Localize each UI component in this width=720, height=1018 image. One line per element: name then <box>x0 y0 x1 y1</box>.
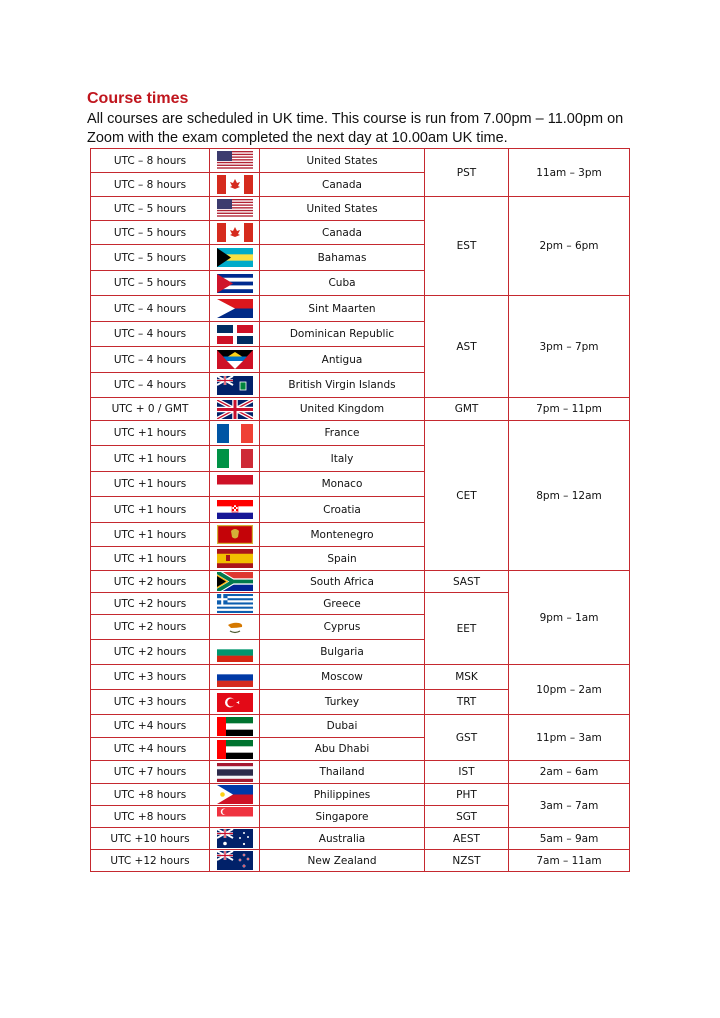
section-heading: Course times <box>87 90 189 107</box>
australia-flag-icon <box>217 829 253 848</box>
flag-cell <box>210 221 260 245</box>
russia-flag-icon <box>217 668 253 687</box>
local-course-time-cell: 8pm – 12am <box>509 421 630 571</box>
turkey-flag-icon <box>217 693 253 712</box>
table-row <box>91 784 630 806</box>
utc-offset-cell: UTC +1 hours <box>91 421 210 446</box>
sint-maarten-flag-icon <box>217 299 253 318</box>
country-cell: Spain <box>260 547 425 571</box>
table-row <box>91 715 630 738</box>
utc-offset-cell: UTC +3 hours <box>91 690 210 715</box>
timezone-cell: EET <box>425 593 509 665</box>
uk-flag-icon <box>217 400 253 419</box>
country-cell: Cuba <box>260 271 425 296</box>
bahamas-flag-icon <box>217 248 253 267</box>
local-course-time-cell: 10pm – 2am <box>509 665 630 715</box>
country-cell: British Virgin Islands <box>260 373 425 398</box>
utc-offset-cell: UTC +2 hours <box>91 615 210 640</box>
country-cell: United Kingdom <box>260 398 425 421</box>
local-course-time-cell: 9pm – 1am <box>509 571 630 665</box>
philippines-flag-icon <box>217 785 253 804</box>
utc-offset-cell: UTC – 8 hours <box>91 149 210 173</box>
table-row <box>91 571 630 593</box>
antigua-flag-icon <box>217 350 253 369</box>
country-cell: Australia <box>260 828 425 850</box>
country-cell: Canada <box>260 173 425 197</box>
greece-flag-icon <box>217 594 253 613</box>
timezone-cell: TRT <box>425 690 509 715</box>
country-cell: Sint Maarten <box>260 296 425 322</box>
spain-flag-icon <box>217 549 253 568</box>
flag-cell <box>210 173 260 197</box>
flag-cell <box>210 615 260 640</box>
flag-cell <box>210 149 260 173</box>
flag-cell <box>210 245 260 271</box>
timezone-cell: NZST <box>425 850 509 872</box>
flag-cell <box>210 806 260 828</box>
utc-offset-cell: UTC +2 hours <box>91 640 210 665</box>
table-row <box>91 197 630 221</box>
table-row <box>91 421 630 446</box>
us-flag-icon <box>217 199 253 218</box>
country-cell: Greece <box>260 593 425 615</box>
utc-offset-cell: UTC +12 hours <box>91 850 210 872</box>
country-cell: Thailand <box>260 761 425 784</box>
bulgaria-flag-icon <box>217 643 253 662</box>
local-course-time-cell: 2pm – 6pm <box>509 197 630 296</box>
south-africa-flag-icon <box>217 572 253 591</box>
canada-flag-icon <box>217 175 253 194</box>
local-course-time-cell: 11am – 3pm <box>509 149 630 197</box>
timezone-cell: SAST <box>425 571 509 593</box>
table-row <box>91 398 630 421</box>
local-course-time-cell: 5am – 9am <box>509 828 630 850</box>
country-cell: Abu Dhabi <box>260 738 425 761</box>
utc-offset-cell: UTC +2 hours <box>91 593 210 615</box>
country-cell: Cyprus <box>260 615 425 640</box>
flag-cell <box>210 197 260 221</box>
country-cell: Philippines <box>260 784 425 806</box>
timezone-cell: PST <box>425 149 509 197</box>
flag-cell <box>210 398 260 421</box>
utc-offset-cell: UTC – 4 hours <box>91 322 210 347</box>
utc-offset-cell: UTC +3 hours <box>91 665 210 690</box>
table-row <box>91 828 630 850</box>
timezone-cell: GMT <box>425 398 509 421</box>
bvi-flag-icon <box>217 376 253 395</box>
local-course-time-cell: 7am – 11am <box>509 850 630 872</box>
country-cell: South Africa <box>260 571 425 593</box>
singapore-flag-icon <box>217 807 253 826</box>
utc-offset-cell: UTC +10 hours <box>91 828 210 850</box>
utc-offset-cell: UTC +1 hours <box>91 523 210 547</box>
country-cell: Dubai <box>260 715 425 738</box>
flag-cell <box>210 547 260 571</box>
country-cell: Bulgaria <box>260 640 425 665</box>
utc-offset-cell: UTC – 5 hours <box>91 197 210 221</box>
montenegro-flag-icon <box>217 525 253 544</box>
local-course-time-cell: 7pm – 11pm <box>509 398 630 421</box>
thailand-flag-icon <box>217 763 253 782</box>
utc-offset-cell: UTC + 0 / GMT <box>91 398 210 421</box>
local-course-time-cell: 3am – 7am <box>509 784 630 828</box>
timezone-cell: MSK <box>425 665 509 690</box>
course-times-table <box>90 148 630 872</box>
croatia-flag-icon <box>217 500 253 519</box>
country-cell: Italy <box>260 446 425 472</box>
timezone-cell: SGT <box>425 806 509 828</box>
country-cell: Montenegro <box>260 523 425 547</box>
flag-cell <box>210 296 260 322</box>
flag-cell <box>210 446 260 472</box>
utc-offset-cell: UTC – 5 hours <box>91 221 210 245</box>
flag-cell <box>210 715 260 738</box>
flag-cell <box>210 347 260 373</box>
utc-offset-cell: UTC +8 hours <box>91 784 210 806</box>
utc-offset-cell: UTC +2 hours <box>91 571 210 593</box>
table-row <box>91 296 630 322</box>
utc-offset-cell: UTC +4 hours <box>91 738 210 761</box>
country-cell: Dominican Republic <box>260 322 425 347</box>
flag-cell <box>210 738 260 761</box>
country-cell: Antigua <box>260 347 425 373</box>
flag-cell <box>210 421 260 446</box>
utc-offset-cell: UTC – 4 hours <box>91 296 210 322</box>
uae-flag-icon <box>217 740 253 759</box>
flag-cell <box>210 784 260 806</box>
flag-cell <box>210 472 260 497</box>
timezone-cell: IST <box>425 761 509 784</box>
flag-cell <box>210 761 260 784</box>
flag-cell <box>210 271 260 296</box>
country-cell: Canada <box>260 221 425 245</box>
flag-cell <box>210 373 260 398</box>
flag-cell <box>210 690 260 715</box>
utc-offset-cell: UTC – 5 hours <box>91 245 210 271</box>
local-course-time-cell: 11pm – 3am <box>509 715 630 761</box>
new-zealand-flag-icon <box>217 851 253 870</box>
france-flag-icon <box>217 424 253 443</box>
country-cell: United States <box>260 197 425 221</box>
flag-cell <box>210 640 260 665</box>
table-row <box>91 149 630 173</box>
table-row <box>91 761 630 784</box>
country-cell: United States <box>260 149 425 173</box>
local-course-time-cell: 3pm – 7pm <box>509 296 630 398</box>
country-cell: Monaco <box>260 472 425 497</box>
country-cell: Moscow <box>260 665 425 690</box>
country-cell: Turkey <box>260 690 425 715</box>
timezone-cell: CET <box>425 421 509 571</box>
utc-offset-cell: UTC – 8 hours <box>91 173 210 197</box>
canada-flag-icon <box>217 223 253 242</box>
utc-offset-cell: UTC – 4 hours <box>91 373 210 398</box>
timezone-cell: EST <box>425 197 509 296</box>
country-cell: Bahamas <box>260 245 425 271</box>
country-cell: France <box>260 421 425 446</box>
country-cell: Singapore <box>260 806 425 828</box>
intro-paragraph: All courses are scheduled in UK time. This course is run from 7.00pm – 11.00pm on Zoom with the exam completed the next day at 10.00am UK time. <box>87 111 624 146</box>
italy-flag-icon <box>217 449 253 468</box>
us-flag-icon <box>217 151 253 170</box>
local-course-time-cell: 2am – 6am <box>509 761 630 784</box>
utc-offset-cell: UTC +8 hours <box>91 806 210 828</box>
flag-cell <box>210 497 260 523</box>
flag-cell <box>210 523 260 547</box>
timezone-cell: AEST <box>425 828 509 850</box>
flag-cell <box>210 850 260 872</box>
utc-offset-cell: UTC – 5 hours <box>91 271 210 296</box>
flag-cell <box>210 593 260 615</box>
flag-cell <box>210 665 260 690</box>
cuba-flag-icon <box>217 274 253 293</box>
utc-offset-cell: UTC – 4 hours <box>91 347 210 373</box>
utc-offset-cell: UTC +7 hours <box>91 761 210 784</box>
timezone-cell: AST <box>425 296 509 398</box>
table-row <box>91 665 630 690</box>
utc-offset-cell: UTC +1 hours <box>91 472 210 497</box>
timezone-cell: GST <box>425 715 509 761</box>
flag-cell <box>210 322 260 347</box>
dominican-republic-flag-icon <box>217 325 253 344</box>
country-cell: Croatia <box>260 497 425 523</box>
utc-offset-cell: UTC +4 hours <box>91 715 210 738</box>
flag-cell <box>210 571 260 593</box>
table-row <box>91 850 630 872</box>
timezone-cell: PHT <box>425 784 509 806</box>
utc-offset-cell: UTC +1 hours <box>91 497 210 523</box>
utc-offset-cell: UTC +1 hours <box>91 446 210 472</box>
monaco-flag-icon <box>217 475 253 494</box>
flag-cell <box>210 828 260 850</box>
uae-flag-icon <box>217 717 253 736</box>
country-cell: New Zealand <box>260 850 425 872</box>
cyprus-flag-icon <box>217 618 253 637</box>
utc-offset-cell: UTC +1 hours <box>91 547 210 571</box>
